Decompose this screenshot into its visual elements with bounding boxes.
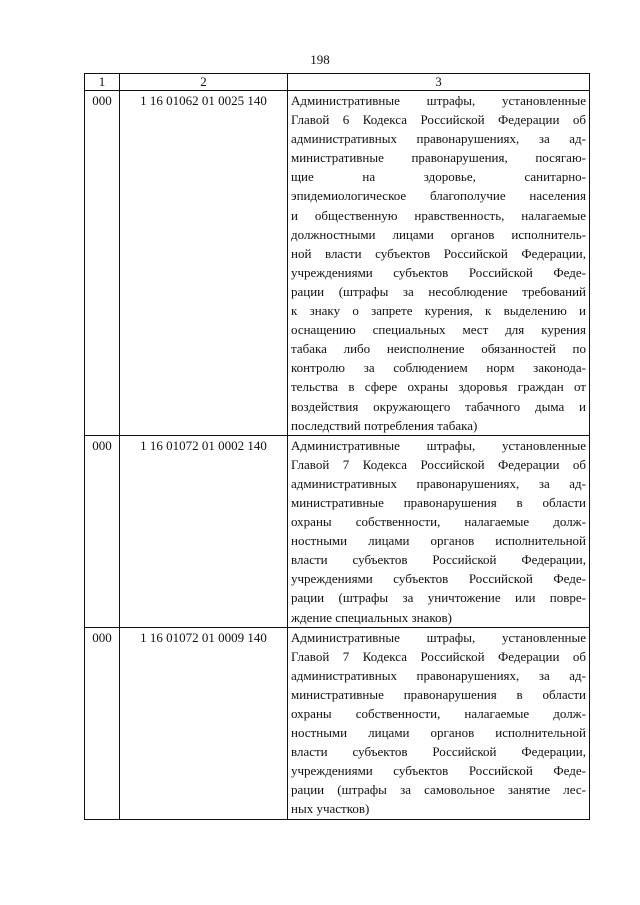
column-header: 3: [288, 74, 590, 91]
description-line: административных правонарушениях, за ад-: [291, 475, 586, 491]
description-line: должностными лицами органов исполнитель-: [291, 226, 586, 242]
description-line: Главой 7 Кодекса Российской Федерации об: [291, 456, 586, 472]
description-line: Административные штрафы, установленные: [291, 629, 586, 645]
page-number: 198: [310, 52, 330, 67]
row-code-cell: 000: [85, 91, 120, 436]
row-code-cell: 000: [85, 435, 120, 627]
description-line: учреждениями субъектов Российской Феде-: [291, 571, 586, 587]
row-kbk-cell: 1 16 01062 01 0025 140: [120, 91, 288, 436]
description-line: учреждениями субъектов Российской Феде-: [291, 264, 586, 280]
description-line: министративные правонарушения в области: [291, 494, 586, 510]
description-line: рации (штрафы за уничтожение или повре-: [291, 590, 586, 606]
description-line: Административные штрафы, установленные: [291, 437, 586, 453]
description-line: ждение специальных знаков): [291, 609, 452, 625]
description-line: Административные штрафы, установленные: [291, 93, 586, 108]
description-line: эпидемиологическое благополучие населения: [291, 188, 586, 204]
table-row: [85, 627, 590, 819]
row-kbk-cell: 1 16 01072 01 0002 140: [120, 435, 288, 627]
description-line: тельства в сфере охраны здоровья граждан от: [291, 379, 586, 395]
description-line: и общественную нравственность, налагаемые: [291, 207, 586, 223]
description-line: ных участков): [291, 801, 370, 817]
description-line: рации (штрафы за несоблюдение требований: [291, 283, 586, 299]
description-line: административных правонарушениях, за ад-: [291, 667, 586, 683]
description-line: Главой 7 Кодекса Российской Федерации об: [291, 648, 586, 664]
description-line: охраны собственности, налагаемые долж-: [291, 514, 586, 530]
description-line: щие на здоровье, санитарно-: [291, 169, 586, 185]
table-header-row: [85, 74, 590, 91]
row-description-cell: [288, 91, 590, 436]
row-code-cell: 000: [85, 627, 120, 819]
description-line: министративные правонарушения в области: [291, 686, 586, 702]
row-kbk-cell: 1 16 01072 01 0009 140: [120, 627, 288, 819]
table-row: [85, 91, 590, 436]
description-line: охраны собственности, налагаемые долж-: [291, 706, 586, 721]
description-line: рации (штрафы за самовольное занятие лес-: [291, 782, 586, 798]
description-line: Главой 6 Кодекса Российской Федерации об: [291, 112, 586, 128]
column-header: 2: [120, 74, 288, 91]
description-line: оснащению специальных мест для курения: [291, 322, 586, 338]
description-line: административных правонарушениях, за ад-: [291, 131, 586, 147]
description-line: табака либо неисполнение обязанностей по: [291, 341, 586, 357]
description-line: министративные правонарушения, посягаю-: [291, 150, 586, 166]
description-line: ной власти субъектов Российской Федерации,: [291, 245, 586, 261]
column-header: 1: [85, 74, 120, 91]
description-line: контролю за соблюдением норм законода-: [291, 360, 586, 376]
description-line: к знаку о запрете курения, к выделению и: [291, 303, 586, 319]
document-table: [84, 73, 590, 820]
row-description-cell: [288, 435, 590, 627]
table-row: [85, 435, 590, 627]
description-line: власти субъектов Российской Федерации,: [291, 552, 586, 568]
description-line: воздействия окружающего табачного дыма и: [291, 398, 586, 414]
description-line: учреждениями субъектов Российской Феде-: [291, 763, 586, 779]
description-line: ностными лицами органов исполнительной: [291, 533, 586, 549]
description-line: власти субъектов Российской Федерации,: [291, 744, 586, 760]
description-line: ностными лицами органов исполнительной: [291, 725, 586, 741]
row-description-cell: [288, 627, 590, 819]
description-line: последствий потребления табака): [291, 417, 478, 433]
